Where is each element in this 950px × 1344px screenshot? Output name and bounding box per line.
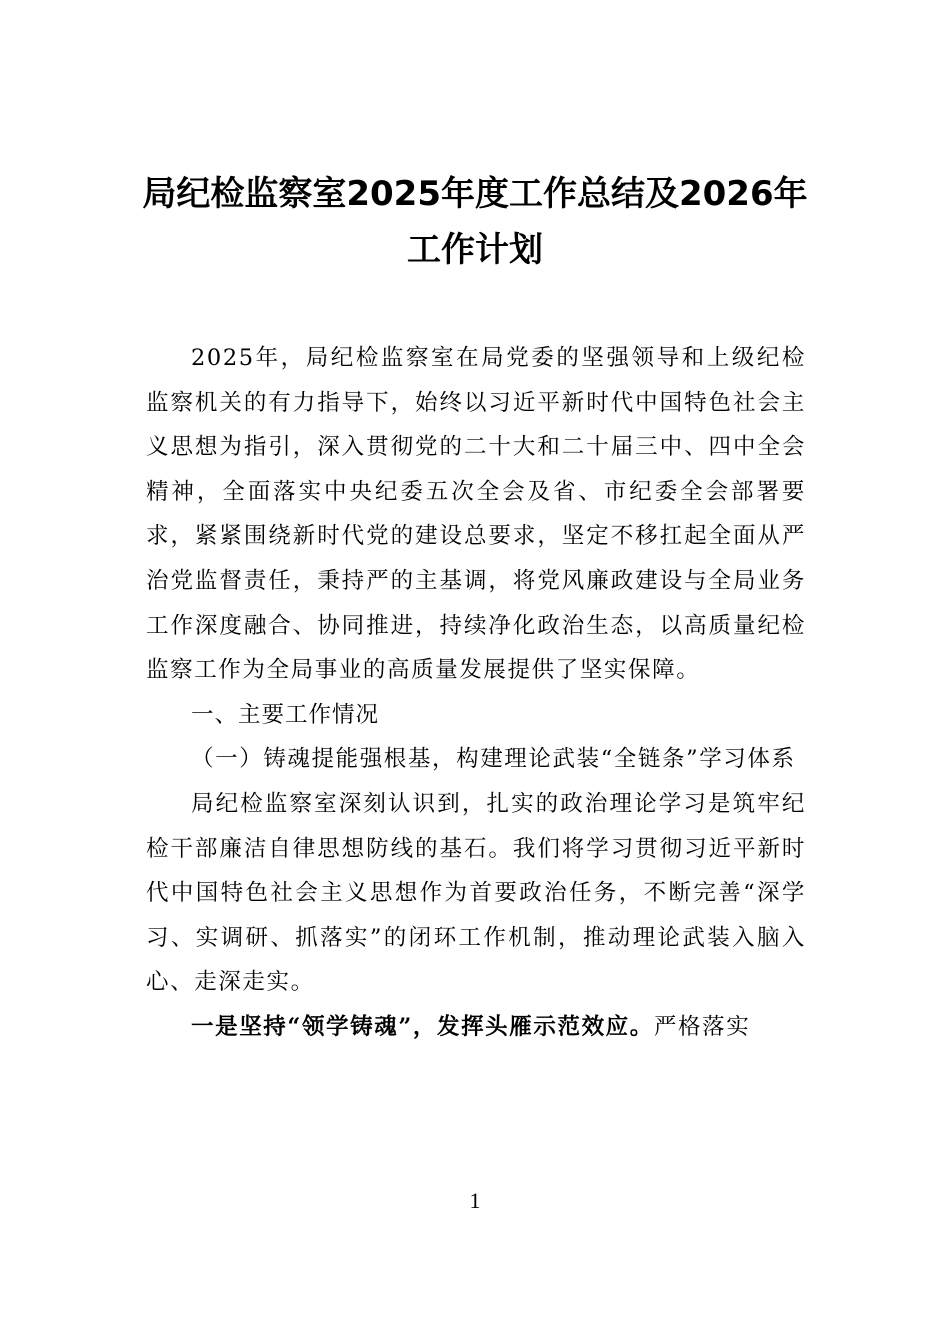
page-number: 1 [469, 1188, 481, 1213]
subsection-heading-1: （一）铸魂提能强根基，构建理论武装“全链条”学习体系 [191, 746, 796, 773]
intro-paragraph: 2025年，局纪检监察室在局党委的坚强领导和上级纪检监察机关的有力指导下，始终以习近平新时代中国特色社会主义思想为指引，深入贯彻党的二十大和二十届三中、四中全会精神，全面落实中央纪委五次全会及省、市纪委全会部署要求，紧紧围绕新时代党的建设总要求，坚定不移扛起全面从严治党监督责任，秉持严的主基调，将党风廉政建设与全局业务工作深度融合、协同推进，持续净化政治生态，以高质量纪检监察工作为全局事业的高质量发展提供了坚实保障。 [146, 345, 806, 684]
subsection-1-paragraph: 局纪检监察室深刻认识到，扎实的政治理论学习是筑牢纪检干部廉洁自律思想防线的基石。我们将学习贯彻习近平新时代中国特色社会主义思想作为首要政治任务，不断完善“深学习、实调研、抓落实”的闭环工作机制，推动理论武装入脑入心、走深走实。 [146, 790, 806, 996]
title-line-2: 工作计划 [407, 230, 543, 270]
point-1-text: 严格落实 [653, 1013, 751, 1040]
section-heading-main-work: 一、主要工作情况 [191, 701, 380, 728]
title-line-1: 局纪检监察室2025年度工作总结及2026年 [142, 174, 808, 214]
point-1-lead: 一是坚持“领学铸魂”，发挥头雁示范效应。 [191, 1013, 654, 1040]
document-title [130, 166, 820, 278]
document-body [146, 336, 806, 1050]
point-1-paragraph [146, 1005, 806, 1050]
